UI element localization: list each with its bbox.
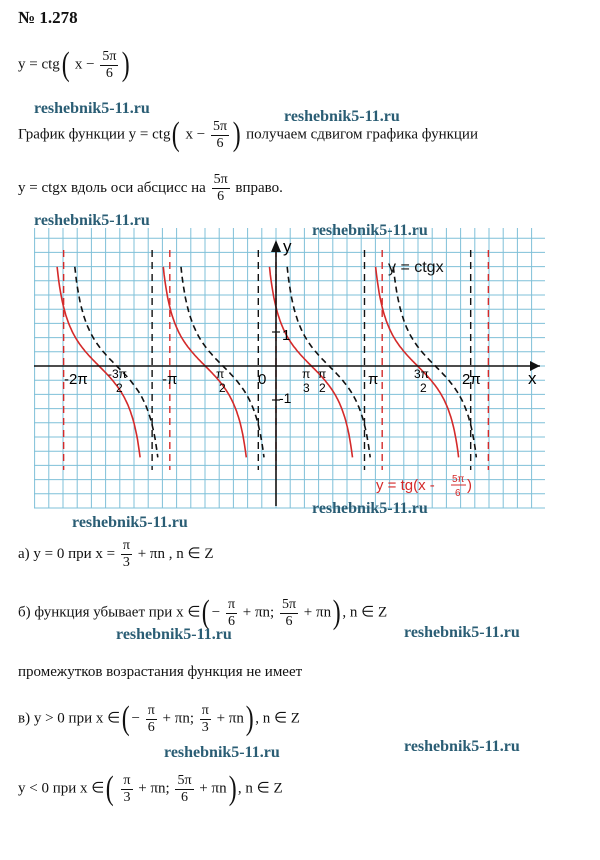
- no-increase-text: промежутков возрастания функция не имеет: [18, 664, 303, 680]
- tick-pi: π: [368, 371, 379, 388]
- x-axis-label: x: [528, 369, 537, 388]
- watermark: reshebnik5-11.ru: [164, 744, 280, 761]
- y-tick-minus-one: -1: [279, 390, 292, 406]
- y-axis-label: y: [283, 237, 292, 256]
- watermark: reshebnik5-11.ru: [34, 212, 150, 229]
- tick-minus-3pi2-den: 2: [116, 381, 123, 395]
- watermark: reshebnik5-11.ru: [72, 514, 188, 531]
- tick-2pi: 2π: [462, 371, 481, 388]
- tick-minus-2pi: -2π: [64, 371, 88, 388]
- answer-b: б) функция убывает при x ∈( − $\frac{\pi}{6}$ + πn; $\frac{5\pi}{6}$ + πn) , n ∈ Z: [18, 594, 388, 631]
- answer-a: а) y = 0 при x = $\frac{\pi}{3}$ + πn , n ∈ Z: [18, 538, 214, 570]
- tick-minus-pi2-num: π: [216, 367, 225, 381]
- tick-3pi2-den: 2: [420, 381, 427, 395]
- tick-pi2-num: π: [318, 367, 327, 381]
- tg-label-close: ): [467, 477, 472, 494]
- fraction: $\frac{5\pi}{6}$: [177, 772, 192, 805]
- watermark: reshebnik5-11.ru: [312, 222, 428, 239]
- paragraph-shift-1: График функции y = ctg( x − $\frac{5\pi}{6}$ ) получаем сдвигом графика функции: [18, 116, 478, 153]
- function-formula: y = ctg( x − $\frac{5\pi}{6}$ ): [18, 46, 131, 83]
- tick-pi2-den: 2: [319, 381, 326, 395]
- tick-pi3-num: π: [302, 367, 311, 381]
- ctg-label: y = ctgx: [388, 259, 444, 276]
- fraction: $\frac{5\pi}{6}$: [281, 596, 297, 629]
- fraction: $\frac{\pi}{6}$: [227, 596, 236, 629]
- fraction: $\frac{\pi}{3}$: [201, 702, 209, 735]
- watermark: reshebnik5-11.ru: [404, 738, 520, 755]
- fraction: $\frac{\pi}{3}$: [123, 772, 131, 805]
- tg-label: y = tg(x -: [376, 477, 435, 494]
- tick-pi3-den: 3: [303, 381, 310, 395]
- tick-minus-3pi2-num: -3π: [108, 367, 127, 381]
- problem-number: № 1.278: [18, 8, 78, 27]
- fraction: $\frac{\pi}{6}$: [147, 702, 155, 735]
- tick-minus-pi2-den: 2: [219, 381, 226, 395]
- fraction: $\frac{\pi}{3}$: [122, 538, 130, 570]
- tick-minus-pi: -π: [162, 371, 178, 388]
- tg-label-num: 5π: [452, 474, 465, 485]
- tg-label-den: 6: [455, 488, 461, 499]
- watermark: reshebnik5-11.ru: [404, 624, 520, 641]
- answer-g: y < 0 при x ∈( $\frac{\pi}{3}$ + πn; $\frac{5\pi}{6}$ + πn) , n ∈ Z: [18, 770, 283, 807]
- watermark: reshebnik5-11.ru: [116, 626, 232, 643]
- paragraph-shift-2: y = ctgx вдоль оси абсцисс на $\frac{5\pi}{6}$ вправо.: [18, 172, 283, 204]
- tick-3pi2-num: 3π: [414, 367, 429, 381]
- fraction: $\frac{5\pi}{6}$: [213, 118, 228, 151]
- watermark: reshebnik5-11.ru: [284, 108, 400, 125]
- y-axis-arrow-icon: [271, 240, 281, 252]
- watermark: reshebnik5-11.ru: [312, 500, 428, 517]
- answer-v: в) y > 0 при x ∈( − $\frac{\pi}{6}$ + πn; $\frac{\pi}{3}$ + πn) , n ∈ Z: [18, 700, 300, 737]
- y-tick-one: 1: [282, 327, 291, 344]
- watermark: reshebnik5-11.ru: [34, 100, 150, 117]
- fraction: $\frac{5\pi}{6}$: [102, 48, 117, 81]
- fraction: $\frac{5\pi}{6}$: [213, 172, 228, 204]
- origin-label: 0: [258, 371, 267, 388]
